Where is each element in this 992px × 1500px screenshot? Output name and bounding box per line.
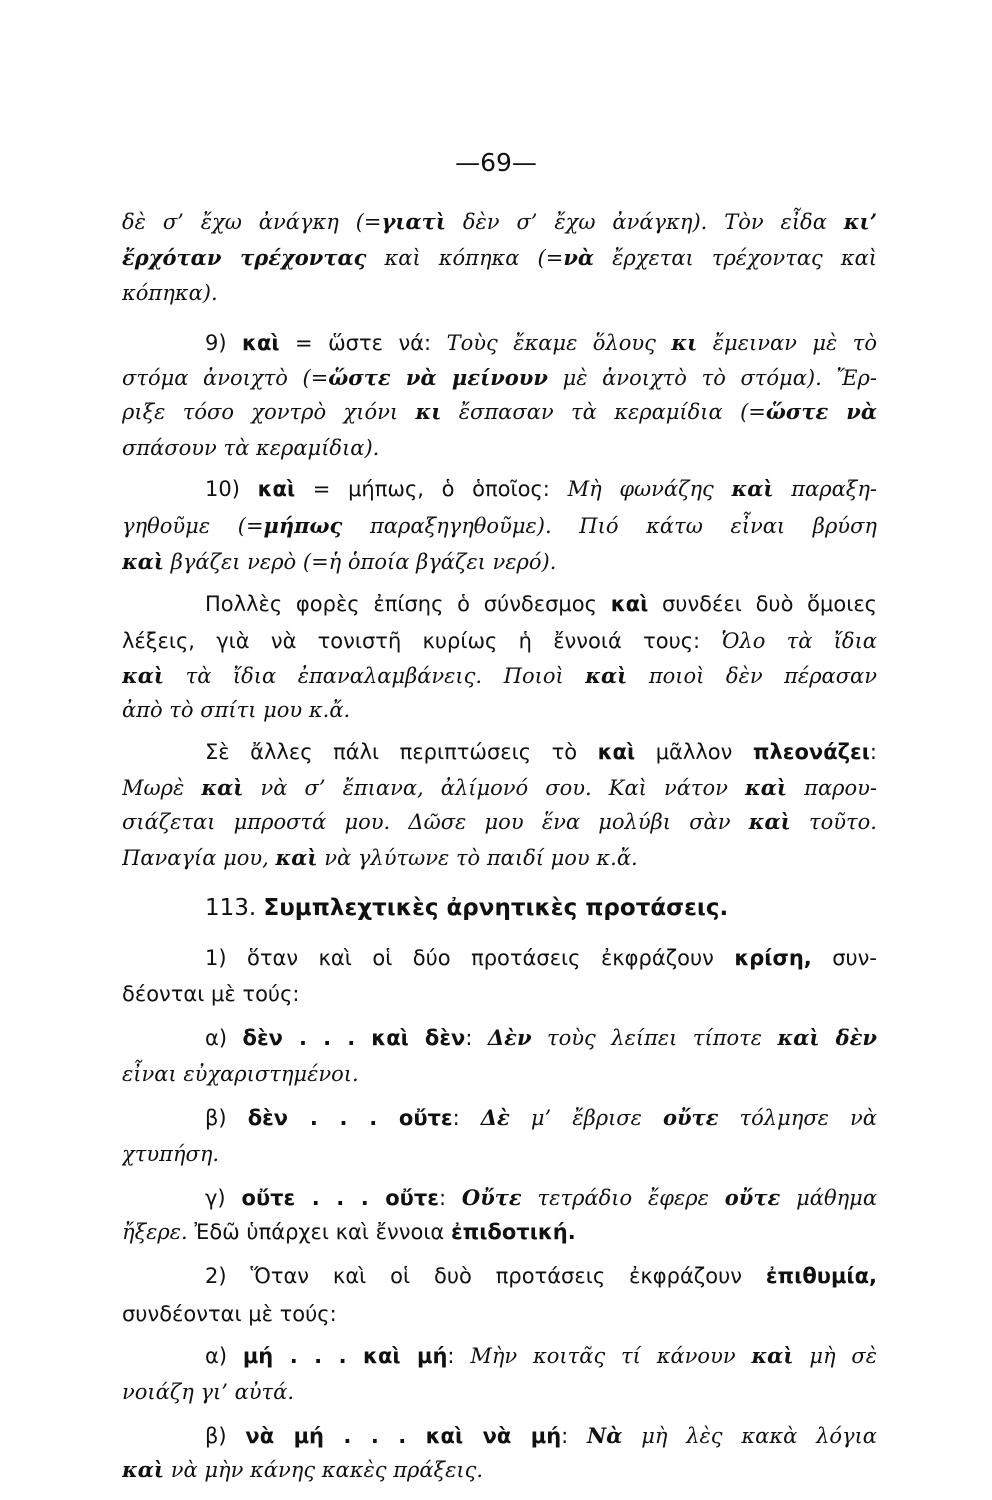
text-run: 10)	[205, 477, 258, 501]
text-run: παρου-	[787, 776, 877, 800]
text-line	[205, 735, 877, 769]
text-run: μή . . . καὶ μή	[242, 1344, 448, 1368]
text-run: νὰ μή . . . καὶ νὰ μή	[245, 1424, 562, 1448]
text-run: μ’ ἔβρισε	[509, 1106, 663, 1130]
text-run: Ἐδῶ ὑπάρχει καὶ ἔννοια	[187, 1220, 451, 1244]
text-run: καὶ	[122, 549, 165, 574]
text-run: δὲν . . . καὶ δὲν	[242, 1026, 466, 1050]
text-run: Δὲ	[480, 1105, 510, 1130]
text-line	[205, 472, 877, 506]
text-run: Σὲ ἄλλες πάλι περιπτώσεις τὸ	[205, 740, 598, 764]
text-run: καὶ	[257, 477, 296, 501]
text-run: Μωρὲ	[122, 776, 202, 800]
text-line	[122, 659, 877, 693]
text-run: εἶναι εὐχαριστημένοι.	[122, 1062, 359, 1086]
text-run: γ)	[205, 1186, 242, 1210]
text-run: = μήπως, ὁ ὁποῖος:	[295, 477, 568, 501]
text-run: νοιάζη γι’ αὐτά.	[122, 1380, 295, 1404]
text-line	[122, 1137, 877, 1171]
text-run: ὥστε νὰ	[765, 399, 877, 424]
text-run: Μὴν κοιτᾶς τί κάνουν	[470, 1344, 752, 1368]
text-run: γηθοῦμε (=	[122, 514, 264, 538]
text-line	[122, 241, 877, 275]
section-heading	[205, 891, 877, 925]
text-run: συνδέει δυὸ ὅμοιες	[648, 592, 877, 616]
text-run: οὔτε	[724, 1185, 781, 1210]
text-line	[205, 1181, 877, 1215]
text-line	[122, 624, 877, 658]
text-run: δὲν σ’ ἔχω ἀνάγκη). Τὸν εἶδα	[445, 210, 844, 234]
text-run: καὶ	[585, 663, 628, 688]
text-run: :	[561, 1424, 588, 1448]
text-run: κρίση,	[734, 946, 812, 970]
text-run: καὶ	[751, 1343, 794, 1368]
text-run: :	[438, 1186, 462, 1210]
text-run: Δὲν	[487, 1025, 532, 1050]
text-run: τὰ ἴδια ἐπαναλαμβάνεις. Ποιοὶ	[164, 664, 586, 688]
text-run: 9)	[205, 331, 243, 355]
text-line	[205, 1259, 877, 1293]
text-run: νὰ σ’ ἔπιανα, ἀλίμονό σου. Καὶ νάτον	[243, 776, 746, 800]
text-run: :	[452, 1106, 481, 1130]
text-run: α)	[205, 1344, 243, 1368]
text-run: οὔτε . . . οὔτε	[241, 1186, 439, 1210]
text-run: τοὺς λείπει τίποτε	[531, 1026, 778, 1050]
text-run: δὲν . . . οὔτε	[247, 1106, 453, 1130]
text-run: β)	[205, 1424, 246, 1448]
text-run: γιατὶ	[381, 209, 446, 234]
text-line	[205, 941, 877, 975]
text-run: καὶ	[597, 740, 636, 764]
text-run: α)	[205, 1026, 243, 1050]
text-line	[122, 693, 877, 727]
text-run: καὶ	[242, 331, 280, 355]
text-run: συνδέονται μὲ τούς:	[122, 1302, 337, 1326]
text-run: καὶ	[610, 592, 649, 616]
text-run: ἐπιθυμία,	[765, 1264, 877, 1288]
text-run: οὔτε	[662, 1105, 719, 1130]
text-run: μᾶλλον	[635, 740, 753, 764]
text-line	[205, 1101, 877, 1135]
text-run: 1) ὅταν καὶ οἱ δύο προτάσεις ἐκφράζουν	[205, 946, 735, 970]
text-line	[122, 1215, 877, 1249]
text-run: :	[447, 1344, 471, 1368]
text-run: καὶ	[748, 809, 791, 834]
text-line	[122, 1453, 877, 1487]
text-run: καὶ κόπηκα (=	[366, 246, 564, 270]
text-run: :	[869, 740, 877, 764]
text-run: δέονται μὲ τούς:	[122, 982, 300, 1006]
text-run: β)	[205, 1106, 248, 1130]
text-run: μὴ λὲς κακὰ λόγια	[622, 1424, 877, 1448]
text-run: Ὁλο τὰ ἴδια	[721, 629, 877, 653]
text-line	[122, 276, 877, 310]
text-run: παραξη-	[773, 477, 877, 501]
text-run: νὰ γλύτωνε τὸ παιδί μου κ.ἄ.	[317, 846, 638, 870]
text-line	[122, 205, 877, 239]
text-run: καὶ	[122, 1457, 165, 1482]
text-line	[205, 1419, 877, 1453]
text-run: ὥστε νὰ μείνουν	[328, 365, 548, 390]
text-run: Τοὺς ἔκαμε ὅλους	[446, 331, 672, 355]
text-run: κι	[671, 330, 698, 355]
text-run: πλεονάζει	[752, 740, 870, 764]
text-line	[122, 1057, 877, 1091]
text-run: λέξεις, γιὰ νὰ τονιστῆ κυρίως ἡ ἔννοιά τους:	[122, 629, 722, 653]
text-run: κι	[415, 399, 442, 424]
text-run: σπάσουν τὰ κεραμίδια).	[122, 436, 380, 460]
text-run: :	[465, 1026, 488, 1050]
text-run: τοῦτο.	[790, 810, 877, 834]
text-run: τετράδιο ἔφερε	[521, 1186, 725, 1210]
text-line	[122, 431, 877, 465]
text-run: βγάζει νερὸ (=ἡ ὁποία βγάζει νερό).	[164, 550, 557, 574]
text-line	[122, 771, 877, 805]
text-line	[122, 841, 877, 875]
text-run: καὶ	[122, 663, 165, 688]
text-run: ποιοὶ δὲν πέρασαν	[627, 664, 877, 688]
text-line	[122, 361, 877, 395]
text-run: στόμα ἀνοιχτὸ (=	[122, 366, 329, 390]
text-line	[205, 1021, 877, 1055]
text-line	[205, 326, 877, 360]
text-run: Μὴ φωνάζης	[567, 477, 732, 501]
text-line	[122, 805, 877, 839]
text-run: σιάζεται μπροστά μου. Δῶσε μου ἕνα μολύβι σὰν	[122, 810, 749, 834]
text-run: κόπηκα).	[122, 281, 218, 305]
text-run: Συμπλεχτικὲς ἀρνητικὲς προτάσεις.	[263, 895, 729, 921]
text-line	[122, 1375, 877, 1409]
text-line	[122, 977, 877, 1011]
text-run: = ὥστε νά:	[279, 331, 447, 355]
text-run: μὴ σὲ	[793, 1344, 877, 1368]
text-run: Οὔτε	[461, 1185, 522, 1210]
text-run: μὲ ἀνοιχτὸ τὸ στόμα). Ἔρ-	[547, 366, 877, 390]
text-run: Νὰ	[587, 1423, 623, 1448]
text-line	[122, 509, 877, 543]
text-line	[205, 587, 877, 621]
text-run: συν-	[811, 946, 877, 970]
text-line	[205, 1339, 877, 1373]
text-run: Πολλὲς φορὲς ἐπίσης ὁ σύνδεσμος	[205, 592, 611, 616]
text-line	[122, 395, 877, 429]
text-line	[122, 545, 877, 579]
text-run: νὰ μὴν κάνης κακὲς πράξεις.	[164, 1458, 484, 1482]
text-run: νὰ	[563, 245, 595, 270]
text-run: ἔρχόταν τρέχοντας	[122, 245, 367, 270]
text-run: ἐπιδοτική.	[450, 1220, 576, 1244]
text-run: ἤξερε.	[122, 1220, 188, 1244]
text-run: καὶ	[731, 476, 774, 501]
text-line	[122, 1297, 877, 1331]
text-run: ριξε τόσο χοντρὸ χιόνι	[122, 400, 416, 424]
text-run: καὶ	[275, 845, 318, 870]
text-run: καὶ	[201, 775, 244, 800]
text-run: τόλμησε νὰ	[718, 1106, 877, 1130]
page-number: —69—	[455, 148, 537, 177]
text-run: μάθημα	[780, 1186, 877, 1210]
text-run: παραξηγηθοῦμε). Πιό κάτω εἶναι βρύση	[342, 514, 877, 538]
text-run: 2) Ὅταν καὶ οἱ δυὸ προτάσεις ἐκφράζουν	[205, 1264, 766, 1288]
text-run: ἀπὸ τὸ σπίτι μου κ.ἄ.	[122, 698, 351, 722]
text-run: 113.	[205, 895, 264, 921]
text-run: Παναγία μου,	[122, 846, 276, 870]
text-run: ἔρχεται τρέχοντας καὶ	[594, 246, 877, 270]
text-run: ἔμειναν μὲ τὸ	[697, 331, 877, 355]
text-run: μήπως	[263, 513, 343, 538]
text-run: κι’	[843, 209, 877, 234]
text-run: ἔσπασαν τὰ κεραμίδια (=	[441, 400, 766, 424]
text-run: δὲ σ’ ἔχω ἀνάγκη (=	[122, 210, 382, 234]
text-run: καὶ	[745, 775, 788, 800]
text-run: χτυπήση.	[122, 1142, 220, 1166]
text-run: καὶ δὲν	[777, 1025, 877, 1050]
